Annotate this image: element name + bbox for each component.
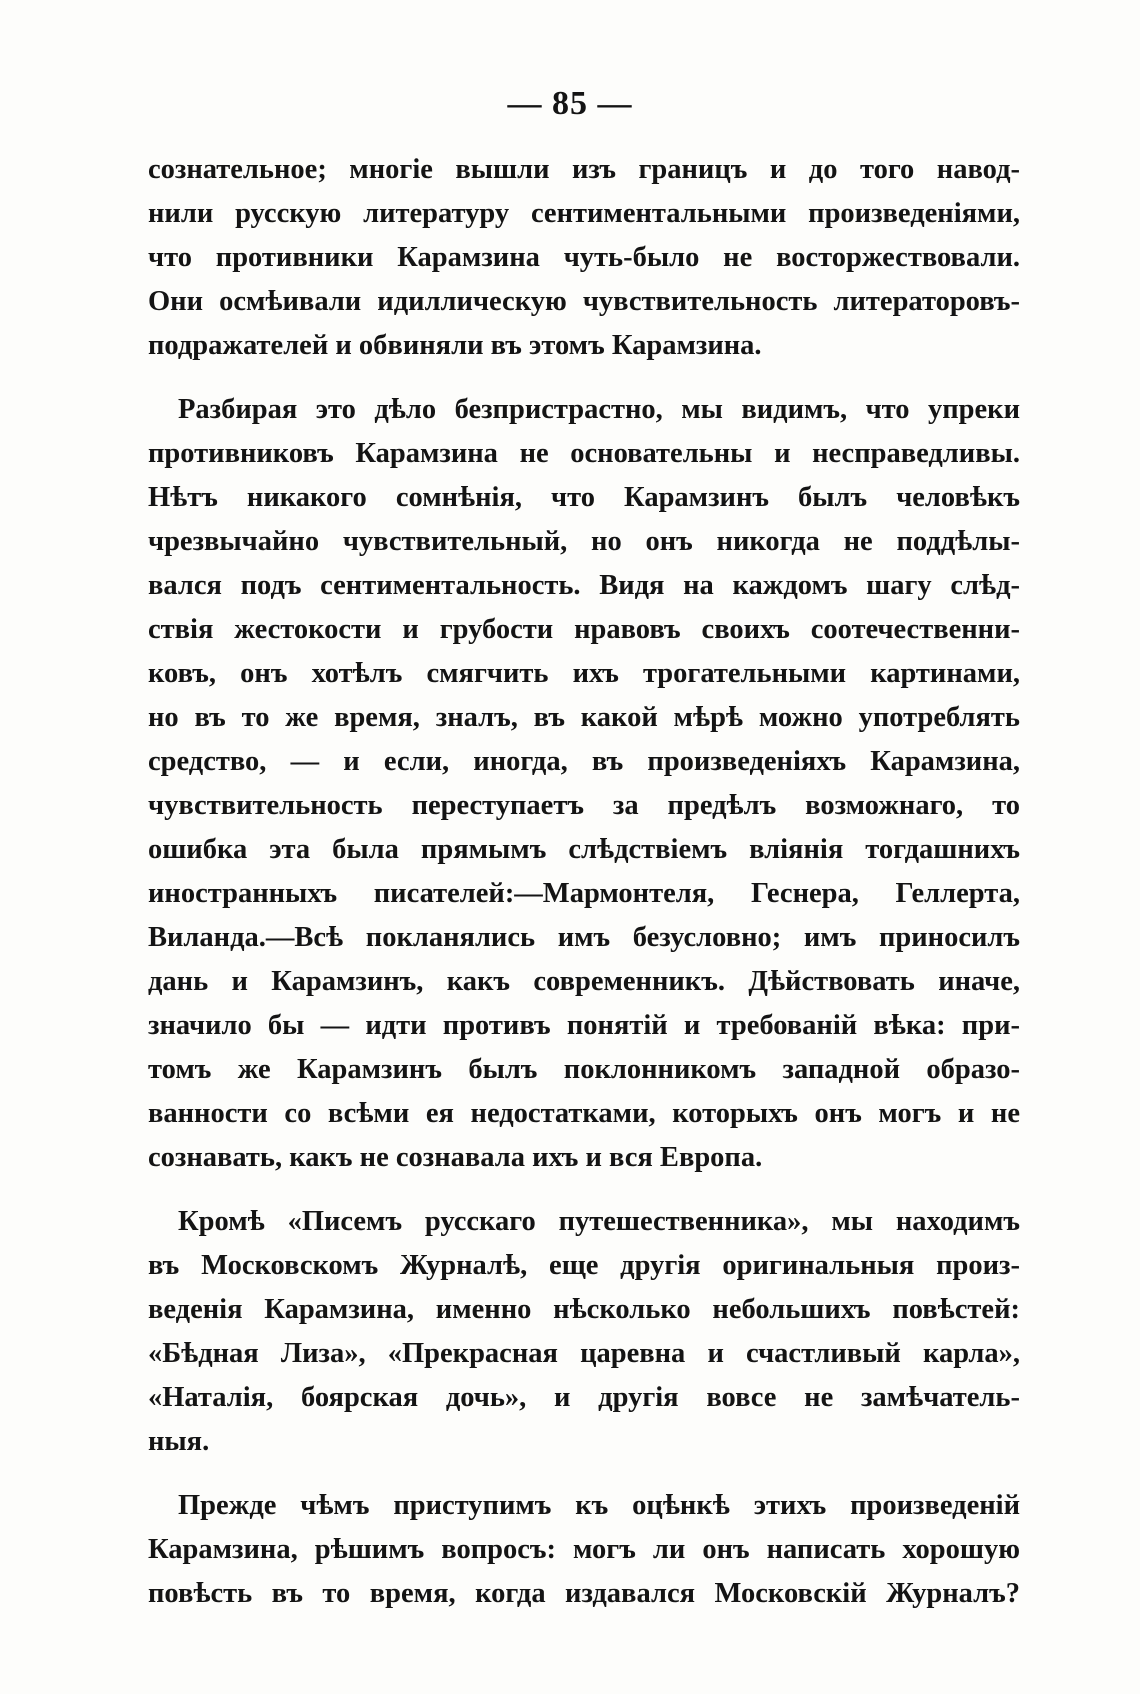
text-line: подражателей и обвиняли въ этомъ Карамзина. — [148, 330, 762, 361]
text-line: въ Московскомъ Журналѣ, еще другія оригинальныя произ- — [148, 1250, 1020, 1281]
paragraph-gap — [148, 1180, 1020, 1200]
text-line: повѣсть въ то время, когда издавался Московскій Журналъ? — [148, 1578, 1020, 1609]
text-line: иностранныхъ писателей:—Мармонтеля, Геснера, Геллерта, — [148, 878, 1020, 909]
text-line: сознательное; многіе вышли изъ границъ и до того навод- — [148, 154, 1020, 185]
text-line: средство, — и если, иногда, въ произведеніяхъ Карамзина, — [148, 746, 1020, 777]
text-line: ванности со всѣми ея недостатками, которыхъ онъ могъ и не — [148, 1098, 1020, 1129]
text-line: Кромѣ «Писемъ русскаго путешественника», мы находимъ — [178, 1206, 1020, 1237]
text-line: Карамзина, рѣшимъ вопросъ: могъ ли онъ написать хорошую — [148, 1534, 1020, 1565]
text-line: «Наталія, боярская дочь», и другія вовсе не замѣчатель- — [148, 1382, 1020, 1413]
text-line: Виланда.—Всѣ покланялись имъ безусловно; имъ приносилъ — [148, 922, 1020, 953]
page-number: — 85 — — [507, 85, 633, 122]
paragraph-1 — [148, 148, 1020, 368]
paragraph-2 — [148, 388, 1020, 1180]
text-line: дань и Карамзинъ, какъ современникъ. Дѣйствовать иначе, — [148, 966, 1020, 997]
text-line: томъ же Карамзинъ былъ поклонникомъ западной образо- — [148, 1054, 1020, 1085]
paragraph-4 — [148, 1484, 1020, 1616]
text-line: чрезвычайно чувствительный, но онъ никогда не поддѣлы- — [148, 526, 1020, 557]
text-line: Нѣтъ никакого сомнѣнія, что Карамзинъ былъ человѣкъ — [148, 482, 1020, 513]
text-line: Разбирая это дѣло безпристрастно, мы видимъ, что упреки — [178, 394, 1020, 425]
text-line: нили русскую литературу сентиментальными произведеніями, — [148, 198, 1020, 229]
text-line: веденія Карамзина, именно нѣсколько небольшихъ повѣстей: — [148, 1294, 1020, 1325]
text-line: чувствительность переступаетъ за предѣлъ возможнаго, то — [148, 790, 1020, 821]
text-line: но въ то же время, зналъ, въ какой мѣрѣ можно употреблять — [148, 702, 1020, 733]
text-line: сознавать, какъ не сознавала ихъ и вся Европа. — [148, 1142, 763, 1173]
paragraph-gap — [148, 1464, 1020, 1484]
text-line: что противники Карамзина чуть-было не восторжествовали. — [148, 242, 1020, 273]
text-line: значило бы — идти противъ понятій и требованій вѣка: при- — [148, 1010, 1020, 1041]
text-line: ковъ, онъ хотѣлъ смягчить ихъ трогательными картинами, — [148, 658, 1020, 689]
text-line: Они осмѣивали идиллическую чувствительность литераторовъ- — [148, 286, 1020, 317]
text-line: «Бѣдная Лиза», «Прекрасная царевна и счастливый карла», — [148, 1338, 1020, 1369]
text-line: ошибка эта была прямымъ слѣдствіемъ вліянія тогдашнихъ — [148, 834, 1020, 865]
body-text — [148, 148, 1020, 1616]
text-line: вался подъ сентиментальность. Видя на каждомъ шагу слѣд- — [148, 570, 1020, 601]
paragraph-gap — [148, 368, 1020, 388]
text-line: Прежде чѣмъ приступимъ къ оцѣнкѣ этихъ произведеній — [178, 1490, 1020, 1521]
text-line: ствія жестокости и грубости нравовъ своихъ соотечественни- — [148, 614, 1020, 645]
text-line: противниковъ Карамзина не основательны и несправедливы. — [148, 438, 1020, 469]
paragraph-3 — [148, 1200, 1020, 1464]
text-line: ныя. — [148, 1426, 210, 1457]
